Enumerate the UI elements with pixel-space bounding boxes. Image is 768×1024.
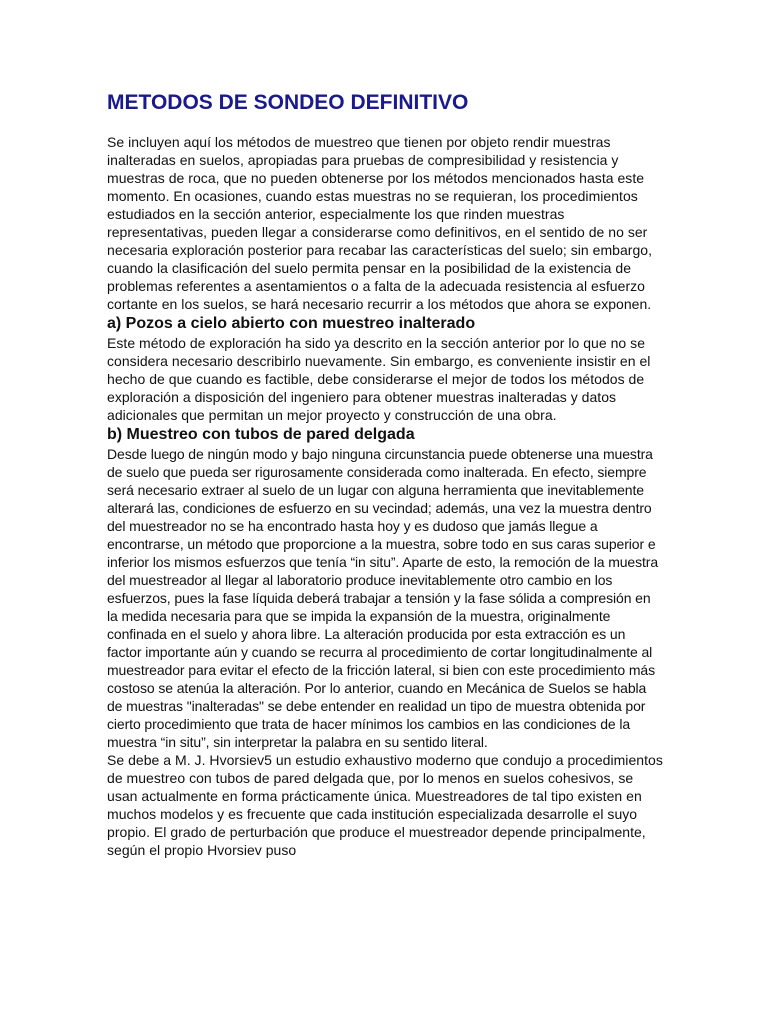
section-a-paragraph: Este método de exploración ha sido ya descrito en la sección anterior por lo que no se considera necesario describirlo nuevamente. Sin embargo, es conveniente insistir en el hecho de que cuando es factible, debe considerarse el mejor de todos los métodos de exploración a disposición del ingeniero para obtener muestras inalteradas y datos adicionales que permitan un mejor proyecto y construcción de una obra.: [107, 335, 651, 423]
section-a-heading: a) Pozos a cielo abierto con muestreo inalterado: [107, 315, 476, 332]
section-b-paragraph-2: Se debe a M. J. Hvorsiev5 un estudio exhaustivo moderno que condujo a procedimientos de muestreo con tubos de pared delgada que, por lo menos en suelos cohesivos, se usan actualmente en forma prácticamente única. Muestreadores de tal tipo existen en muchos modelos y es frecuente que cada institución especializada desarrolle el suyo propio. El grado de perturbación que produce el muestreador depende principalmente, según el propio Hvorsiev puso: [107, 752, 663, 858]
intro-paragraph: Se incluyen aquí los métodos de muestreo que tienen por objeto rendir muestras inalteradas en suelos, apropiadas para pruebas de compresibilidad y resistencia y muestras de roca, que no pueden obtenerse por los métodos mencionados hasta este momento. En ocasiones, cuando estas muestras no se requieran, los procedimientos estudiados en la sección anterior, especialmente los que rinden muestras representativas, pueden llegar a considerarse como definitivos, en el sentido de no ser necesaria exploración posterior para recabar las características del suelo; sin embargo, cuando la clasificación del suelo permita pensar en la posibilidad de la existencia de problemas referentes a asentamientos o a falta de la adecuada resistencia al esfuerzo cortante en los suelos, se hará necesario recurrir a los métodos que ahora se exponen.: [107, 134, 653, 312]
page-title: METODOS DE SONDEO DEFINITIVO: [107, 91, 469, 114]
section-b-paragraph: Desde luego de ningún modo y bajo ninguna circunstancia puede obtenerse una muestra de suelo que pueda ser rigurosamente considerada como inalterada. En efecto, siempre será necesario extraer al suelo de un lugar con alguna herramienta que inevitablemente alterará las, condiciones de esfuerzo en su vecindad; además, una vez la muestra dentro del muestreador no se ha encontrado hasta hoy y es dudoso que jamás llegue a encontrarse, un método que proporcione a la muestra, sobre todo en sus caras superior e inferior los mismos esfuerzos que tenía “in situ”. Aparte de esto, la remoción de la muestra del muestreador al llegar al laboratorio produce inevitablemente otro cambio en los esfuerzos, pues la fase líquida deberá trabajar a tensión y la fase sólida a compresión en la medida necesaria para que se impida la expansión de la muestra, originalmente confinada en el suelo y ahora libre. La alteración producida por esta extracción es un factor importante aún y cuando se recurra al procedimiento de cortar longitudinalmente al muestreador para evitar el efecto de la fricción lateral, si bien con este procedimiento más costoso se atenúa la alteración. Por lo anterior, cuando en Mecánica de Suelos se habla de muestras "inalteradas" se debe entender en realidad un tipo de muestra obtenida por cierto procedimiento que trata de hacer mínimos los cambios en las condiciones de la muestra “in situ”, sin interpretar la palabra en su sentido literal.: [107, 446, 659, 750]
section-b-heading: b) Muestreo con tubos de pared delgada: [107, 426, 415, 443]
document-page: [107, 89, 663, 859]
